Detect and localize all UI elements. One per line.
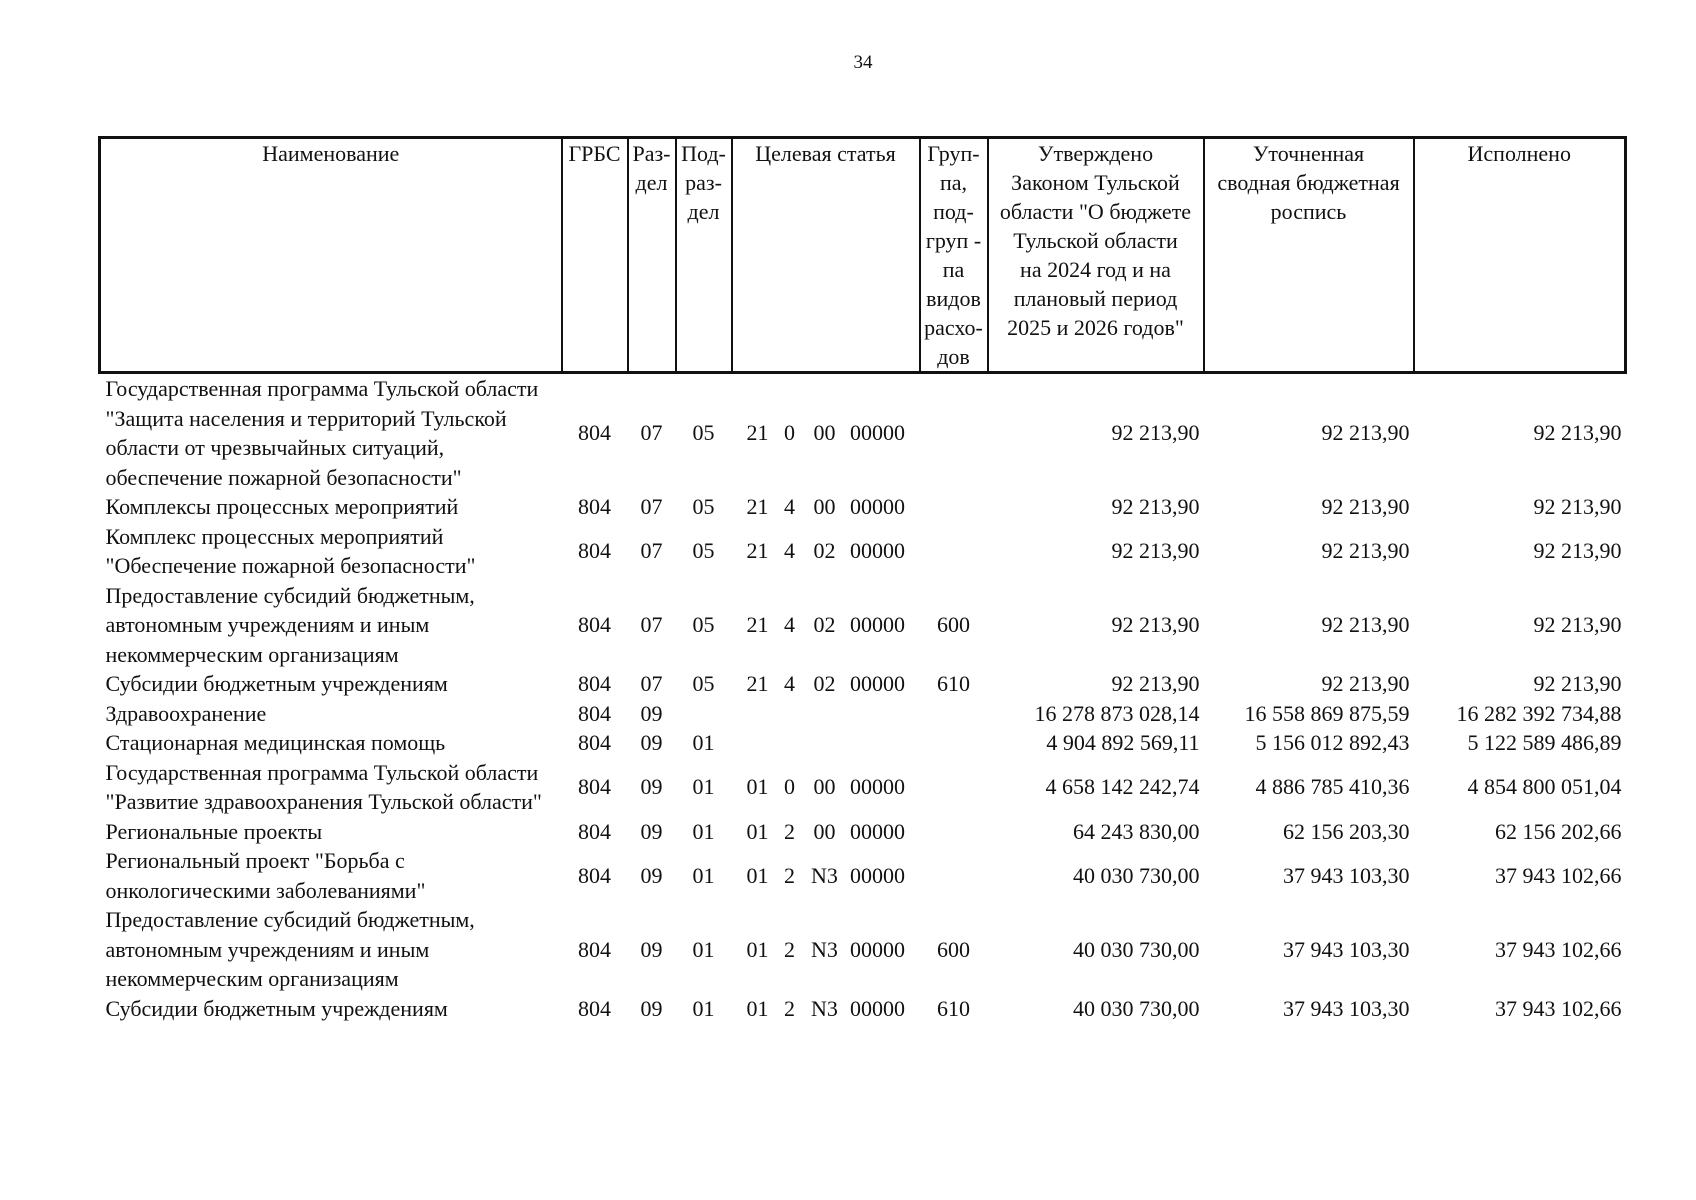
cell-grbs: 804 [578,730,611,755]
cell-approved: 40 030 730,00 [1073,936,1200,962]
target-part-t2: 4 [784,494,795,519]
cell-expense-group: 600 [937,936,970,962]
target-part-t4: 00000 [850,995,905,1021]
target-part-t1: 21 [746,494,769,519]
target-part-t1: 21 [746,420,769,446]
header-name: Наименование [100,138,562,373]
target-part-t2: 4 [784,671,795,696]
cell-expense-group [920,728,988,758]
table-row [100,522,1626,581]
cell-grbs: 804 [578,936,611,962]
target-part-t4: 00000 [850,538,905,564]
cell-expense-group [920,758,988,817]
cell-approved: 4 658 142 242,74 [1045,774,1200,800]
target-part-t2: 0 [784,774,795,800]
cell-subsection: 05 [692,671,715,696]
target-part-t2: 4 [784,538,795,564]
table-body [100,373,1626,1024]
cell-section: 07 [640,671,663,696]
cell-grbs: 804 [578,538,611,564]
cell-refined: 92 213,90 [1321,612,1410,637]
cell-refined: 92 213,90 [1321,494,1410,519]
header-executed: Исполнено [1414,138,1626,373]
header-subsection: Под- раз- дел [676,138,732,373]
cell-name: Региональный проект "Борьба с онкологическими заболеваниями" [105,848,426,903]
cell-grbs: 804 [578,494,611,519]
cell-approved: 16 278 873 028,14 [1034,700,1200,726]
target-part-t1: 01 [746,862,769,888]
target-part-t2: 2 [784,862,795,888]
cell-expense-group [920,699,988,729]
cell-grbs: 804 [578,774,611,800]
target-part-t4: 00000 [850,671,905,696]
cell-subsection: 01 [692,818,715,844]
target-part-t3: 00 [813,494,836,519]
cell-executed: 5 122 589 486,89 [1467,730,1622,755]
page-number: 34 [853,52,873,73]
table-row [100,817,1626,847]
target-part-t1: 01 [746,995,769,1021]
cell-expense-group [920,492,988,522]
cell-expense-group [920,817,988,847]
target-part-t4: 00000 [850,774,905,800]
cell-target-article [732,728,920,758]
cell-approved: 4 904 892 569,11 [1046,730,1200,755]
cell-executed: 92 213,90 [1533,420,1622,446]
target-part-t1: 01 [746,818,769,844]
target-part-t1: 01 [746,936,769,962]
target-part-t3: N3 [811,936,838,962]
target-part-t3: N3 [811,995,838,1021]
cell-section: 07 [640,420,663,446]
cell-section: 09 [640,774,663,800]
header-approved: Утверждено Законом Тульской области "О бюджете Тульской области на 2024 год и на плановый период 2025 и 2026 годов" [988,138,1204,373]
cell-grbs: 804 [578,818,611,844]
cell-section: 09 [640,936,663,962]
cell-subsection: 05 [692,420,715,446]
cell-subsection: 05 [692,612,715,637]
cell-target-article [732,373,920,493]
cell-grbs: 804 [578,862,611,888]
cell-executed: 37 943 102,66 [1495,995,1622,1021]
header-expense-group: Груп- па, под- груп - па видов расхо- дов [920,138,988,373]
cell-target-article [732,522,920,581]
header-target-article: Целевая статья [732,138,920,373]
cell-refined: 37 943 103,30 [1283,862,1410,888]
target-part-t3: 00 [813,420,836,446]
target-part-t3: 02 [813,612,836,637]
cell-name: Государственная программа Тульской области "Защита населения и территорий Тульской области от чрезвычайных ситуаций, обеспечение пожарной безопасности" [105,376,539,490]
cell-subsection: 01 [692,995,715,1021]
target-part-t1: 21 [746,612,769,637]
table-row [100,994,1626,1024]
target-part-t4: 00000 [850,420,905,446]
cell-refined: 62 156 203,30 [1283,818,1410,844]
cell-expense-group [920,373,988,493]
cell-target-article [732,699,920,729]
cell-section: 09 [640,995,663,1021]
cell-section: 09 [640,700,663,726]
table-row [100,669,1626,699]
cell-target-article [732,846,920,905]
cell-subsection: 05 [692,494,715,519]
cell-executed: 92 213,90 [1533,494,1622,519]
table-row [100,728,1626,758]
table-row [100,581,1626,670]
cell-expense-group: 610 [937,995,970,1021]
target-part-t3: N3 [811,862,838,888]
cell-section: 07 [640,494,663,519]
cell-executed: 37 943 102,66 [1495,936,1622,962]
target-part-t4: 00000 [850,612,905,637]
cell-refined: 16 558 869 875,59 [1244,700,1410,726]
cell-grbs: 804 [578,420,611,446]
cell-grbs: 804 [578,671,611,696]
table-row [100,905,1626,994]
cell-grbs: 804 [578,995,611,1021]
target-part-t4: 00000 [850,862,905,888]
cell-approved: 40 030 730,00 [1073,862,1200,888]
cell-section: 09 [640,818,663,844]
cell-refined: 37 943 103,30 [1283,995,1410,1021]
cell-target-article [732,905,920,994]
table-row [100,758,1626,817]
cell-section: 09 [640,730,663,755]
cell-approved: 92 213,90 [1111,612,1200,637]
cell-approved: 92 213,90 [1111,671,1200,696]
table-header [100,138,1626,373]
cell-name: Стационарная медицинская помощь [105,730,446,755]
target-part-t2: 2 [784,818,795,844]
cell-section: 09 [640,862,663,888]
target-part-t2: 0 [784,420,795,446]
header-grbs: ГРБС [562,138,628,373]
target-part-t4: 00000 [850,818,905,844]
cell-target-article [732,581,920,670]
target-part-t3: 00 [813,818,836,844]
cell-refined: 92 213,90 [1321,671,1410,696]
cell-expense-group [920,846,988,905]
cell-target-article [732,817,920,847]
target-part-t1: 01 [746,774,769,800]
target-part-t3: 00 [813,774,836,800]
cell-approved: 92 213,90 [1111,538,1200,564]
target-part-t1: 21 [746,538,769,564]
cell-refined: 4 886 785 410,36 [1255,774,1410,800]
cell-target-article [732,492,920,522]
cell-name: Региональные проекты [105,818,323,844]
cell-subsection: 01 [692,774,715,800]
cell-target-article [732,669,920,699]
cell-subsection: 01 [692,730,715,755]
cell-name: Субсидии бюджетным учреждениям [105,995,448,1021]
table-row [100,846,1626,905]
cell-name: Комплексы процессных мероприятий [105,494,459,519]
budget-table [98,136,1627,1023]
cell-subsection: 01 [692,862,715,888]
target-part-t2: 2 [784,995,795,1021]
cell-refined: 92 213,90 [1321,538,1410,564]
cell-name: Государственная программа Тульской области "Развитие здравоохранения Тульской области" [105,759,542,814]
cell-approved: 64 243 830,00 [1073,818,1200,844]
cell-name: Комплекс процессных мероприятий "Обеспечение пожарной безопасности" [105,523,476,578]
cell-grbs: 804 [578,612,611,637]
cell-approved: 92 213,90 [1111,420,1200,446]
cell-expense-group [920,522,988,581]
header-refined: Уточненная сводная бюджетная роспись [1204,138,1414,373]
cell-executed: 62 156 202,66 [1495,818,1622,844]
cell-approved: 40 030 730,00 [1073,995,1200,1021]
target-part-t3: 02 [813,671,836,696]
cell-executed: 4 854 800 051,04 [1467,774,1622,800]
header-section: Раз- дел [628,138,676,373]
target-part-t4: 00000 [850,936,905,962]
table-row [100,492,1626,522]
cell-executed: 37 943 102,66 [1495,862,1622,888]
cell-executed: 92 213,90 [1533,671,1622,696]
cell-executed: 16 282 392 734,88 [1456,700,1622,726]
cell-target-article [732,758,920,817]
target-part-t2: 2 [784,936,795,962]
cell-expense-group: 610 [937,671,970,696]
cell-refined: 37 943 103,30 [1283,936,1410,962]
cell-section: 07 [640,538,663,564]
cell-grbs: 804 [578,700,611,726]
cell-name: Предоставление субсидий бюджетным, автономным учреждениям и иным некоммерческим организациям [105,907,475,991]
target-part-t4: 00000 [850,494,905,519]
cell-approved: 92 213,90 [1111,494,1200,519]
target-part-t3: 02 [813,538,836,564]
cell-executed: 92 213,90 [1533,538,1622,564]
cell-refined: 5 156 012 892,43 [1255,730,1410,755]
cell-name: Здравоохранение [105,700,267,726]
cell-section: 07 [640,612,663,637]
table-row [100,373,1626,493]
cell-refined: 92 213,90 [1321,420,1410,446]
cell-name: Предоставление субсидий бюджетным, автономным учреждениям и иным некоммерческим организациям [105,582,475,667]
cell-subsection: 05 [692,538,715,564]
target-part-t2: 4 [784,612,795,637]
cell-subsection [676,699,732,729]
cell-name: Субсидии бюджетным учреждениям [105,671,448,696]
cell-subsection: 01 [692,936,715,962]
target-part-t1: 21 [746,671,769,696]
cell-target-article [732,994,920,1024]
table-row [100,699,1626,729]
cell-expense-group: 600 [937,612,970,637]
cell-executed: 92 213,90 [1533,612,1622,637]
